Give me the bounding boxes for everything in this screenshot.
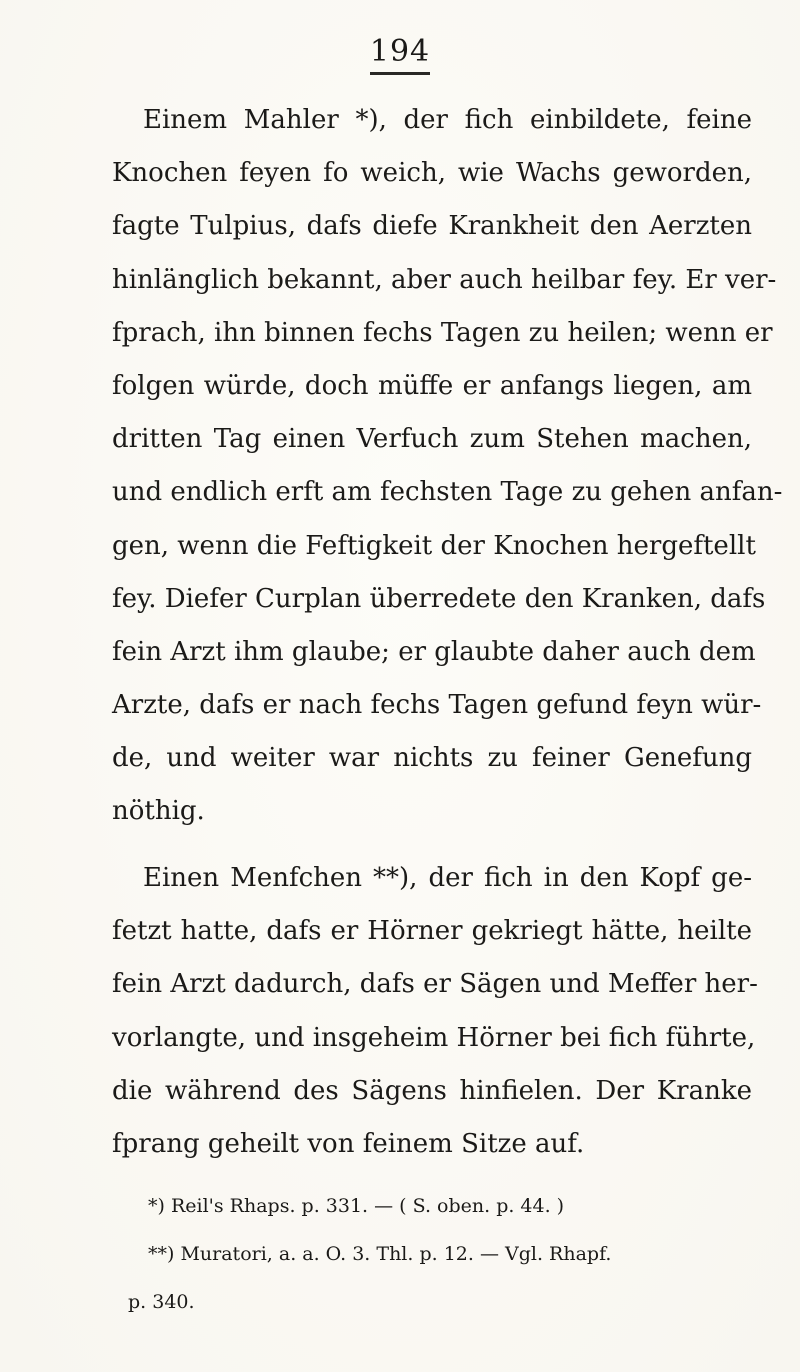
text-line: und endlich erft am fechsten Tage zu gehen anfan- [112,477,783,508]
text-line: fein Arzt dadurch, dafs er Sägen und Meffer her- [112,969,758,1000]
text-line: fein Arzt ihm glaube; er glaubte daher auch dem [112,636,756,667]
page-number-rule [370,72,430,75]
paragraph-1 [112,94,783,839]
text-line: hinlänglich bekannt, aber auch heilbar fey. Er ver- [112,264,777,295]
footnotes [128,1182,748,1326]
footnote-2-continued: p. 340. [128,1291,195,1313]
paragraph-2 [112,852,758,1171]
footnote-1: *) Reil's Rhaps. p. 331. — ( S. oben. p. 44. ) [148,1195,565,1217]
page-number: 194 [369,34,431,69]
text-line: die während des Sägens hinfielen. Der Kranke [112,1075,752,1106]
text-line: Arzte, dafs er nach fechs Tagen gefund feyn wür- [112,690,762,721]
text-line: nöthig. [112,796,205,827]
text-line: fey. Diefer Curplan überredete den Kranken, dafs [112,583,766,614]
text-line: fprach, ihn binnen fechs Tagen zu heilen; wenn er [112,317,773,348]
text-line: fprang geheilt von feinem Sitze auf. [112,1128,585,1159]
text-line: de, und weiter war nichts zu feiner Genefung [112,743,752,774]
text-line: Einen Menfchen **), der fich in den Kopf ge- [143,863,752,893]
footnote-2: **) Muratori, a. a. O. 3. Thl. p. 12. — Vgl. Rhapf. [148,1243,612,1265]
text-line: Einem Mahler *), der fich einbildete, feine [143,105,752,135]
text-line: vorlangte, und insgeheim Hörner bei fich führte, [112,1022,756,1053]
text-line: folgen würde, doch müffe er anfangs liegen, am [112,370,752,401]
text-line: fagte Tulpius, dafs diefe Krankheit den Aerzten [112,211,752,242]
text-line: dritten Tag einen Verfuch zum Stehen machen, [112,424,752,455]
text-line: fetzt hatte, dafs er Hörner gekriegt hätte, heilte [112,916,752,947]
text-line: gen, wenn die Feftigkeit der Knochen hergeftellt [112,530,756,561]
text-line: Knochen feyen fo weich, wie Wachs geworden, [112,158,752,189]
